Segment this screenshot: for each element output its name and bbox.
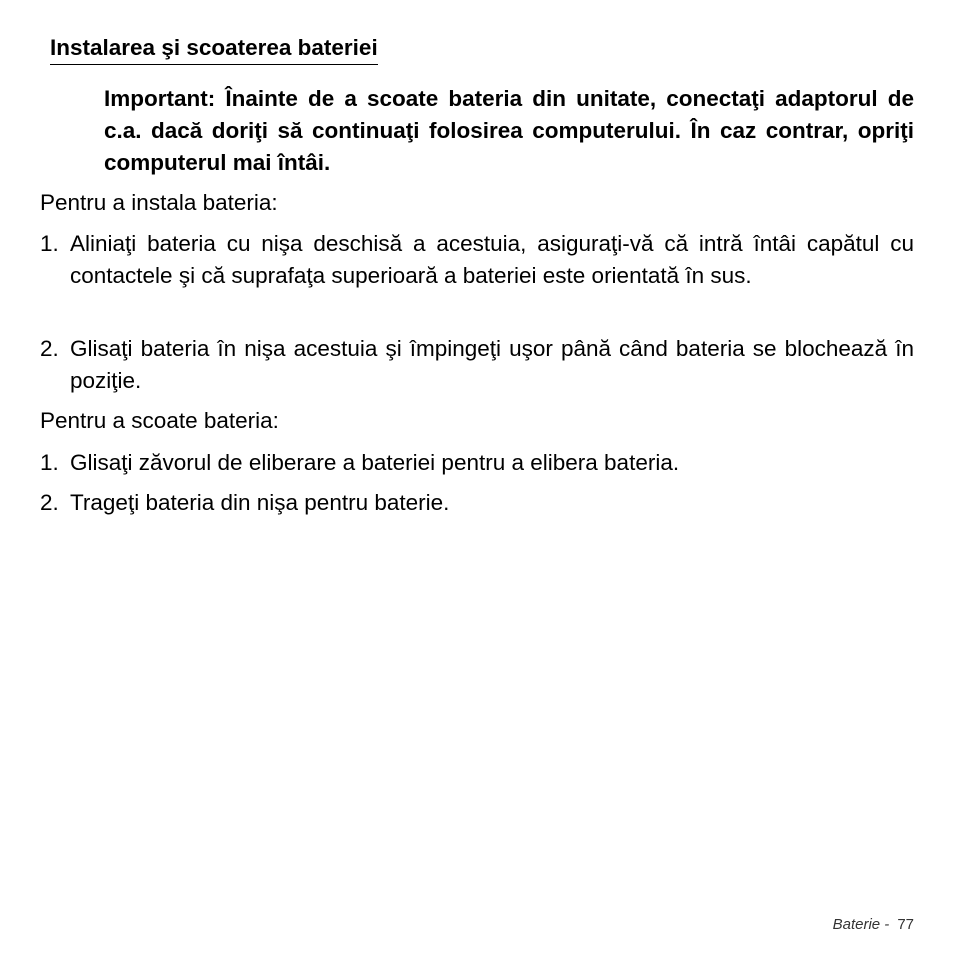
step-text: Glisaţi zăvorul de eliberare a bateriei pentru a elibera bateria. — [70, 450, 680, 475]
footer-label: Baterie - — [832, 916, 890, 933]
install-step-2 — [40, 333, 914, 397]
step-number: 2. — [40, 490, 59, 515]
step-text: Trageţi bateria din nişa pentru baterie. — [70, 490, 450, 515]
step-text: Glisaţi bateria în nişa acestuia şi împingeţi uşor până când bateria se blochează în poziţie. — [70, 336, 914, 393]
install-intro: Pentru a instala bateria: — [40, 190, 278, 215]
step-number: 1. — [40, 450, 59, 475]
remove-step-2 — [40, 487, 914, 519]
page-number: 77 — [897, 916, 914, 933]
section-title: Instalarea şi scoaterea bateriei — [50, 33, 378, 65]
step-number: 1. — [40, 231, 59, 256]
remove-step-1 — [40, 447, 914, 479]
install-step-1 — [40, 228, 914, 292]
page-footer — [833, 916, 914, 933]
important-note: Important: Înainte de a scoate bateria din unitate, conectaţi adaptorul de c.a. dacă doriţi să continuaţi folosirea computerului. În caz contrar, opriţi computerul mai întâi. — [104, 86, 914, 175]
remove-intro: Pentru a scoate bateria: — [40, 408, 279, 433]
step-text: Aliniaţi bateria cu nişa deschisă a acestuia, asiguraţi-vă că intră întâi capătul cu contactele şi că suprafaţa superioară a bateriei este orientată în sus. — [70, 231, 914, 288]
step-number: 2. — [40, 336, 59, 361]
